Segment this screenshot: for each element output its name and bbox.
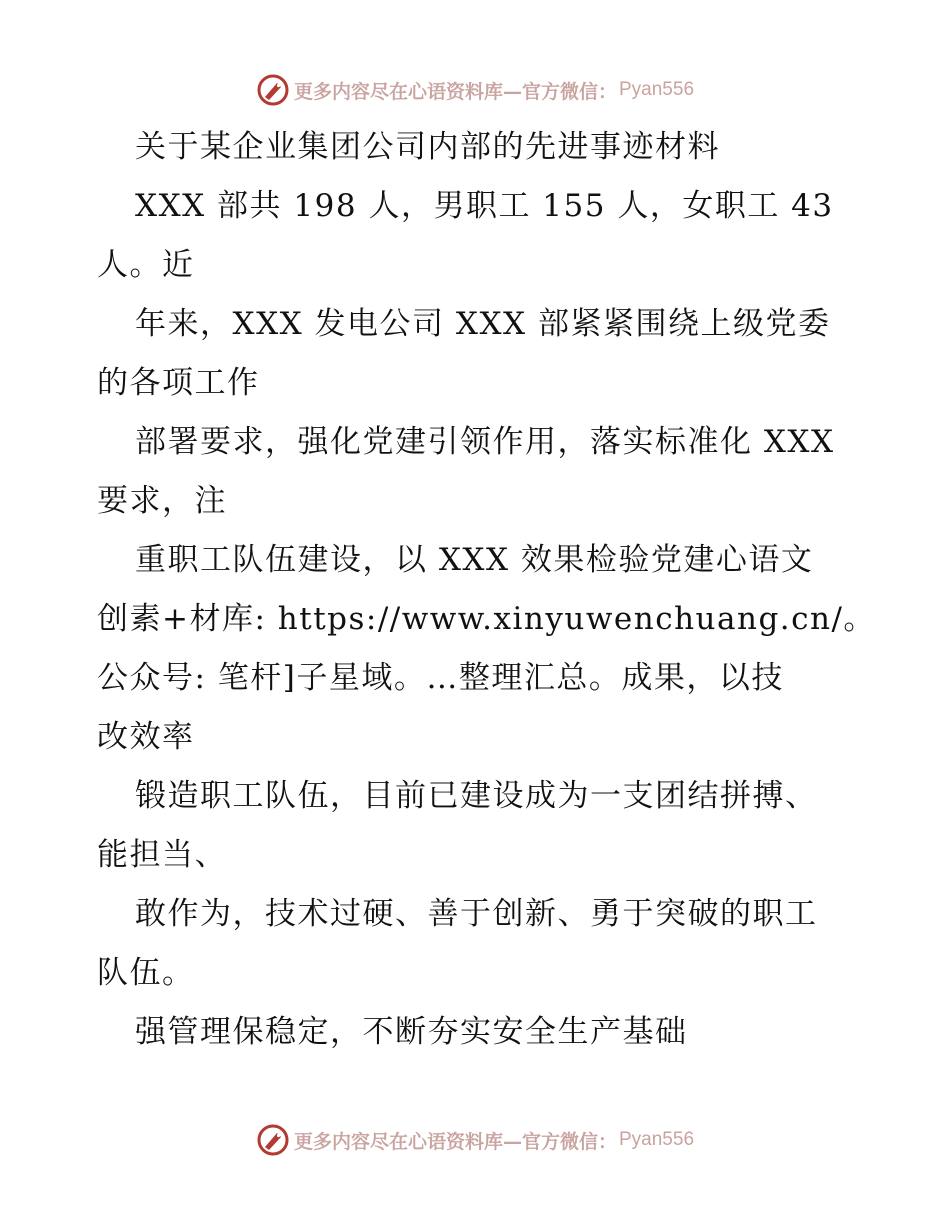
paragraph-line: 能担当、: [97, 837, 227, 873]
document-body: [97, 118, 876, 1062]
paragraph-line: 锻造职工队伍，目前已建设成为一支团结拼搏、: [135, 778, 818, 814]
pen-nib-logo-icon: [256, 1123, 290, 1157]
paragraph-line: 敢作为，技术过硬、善于创新、勇于突破的职工: [135, 896, 818, 932]
watermark-text: 更多内容尽在心语资料库—官方微信：: [293, 1130, 617, 1153]
pen-nib-logo-icon: [256, 73, 290, 107]
footer-watermark-banner: [0, 1120, 950, 1160]
paragraph-line: 人。近: [97, 247, 195, 283]
paragraph-line: 重职工队伍建设，以 XXX 效果检验党建心语文: [135, 542, 814, 578]
watermark-wechat-id: Pyan556: [619, 1129, 695, 1150]
paragraph-line: 的各项工作: [97, 365, 260, 401]
header-watermark-banner: [0, 70, 950, 110]
paragraph-line: 年来，XXX 发电公司 XXX 部紧紧围绕上级党委: [135, 306, 831, 342]
watermark-wechat-id: Pyan556: [619, 79, 695, 100]
paragraph-line: 队伍。: [97, 955, 195, 991]
paragraph-line: 改效率: [97, 719, 195, 755]
paragraph-line: XXX 部共 198 人，男职工 155 人，女职工 43: [135, 188, 834, 224]
watermark-text: 更多内容尽在心语资料库—官方微信：: [293, 80, 617, 103]
paragraph-line: 部署要求，强化党建引领作用，落实标准化 XXX: [135, 424, 835, 460]
paragraph-line: 公众号: 笔杆]子星域。…整理汇总。成果，以技: [97, 660, 784, 696]
paragraph-line: 创素+材库: https://www.xinyuwenchuang.cn/。: [97, 601, 876, 637]
paragraph-line: 强管理保稳定，不断夯实安全生产基础: [135, 1014, 688, 1050]
paragraph-line: 要求，注: [97, 483, 227, 519]
document-title: 关于某企业集团公司内部的先进事迹材料: [135, 129, 720, 165]
